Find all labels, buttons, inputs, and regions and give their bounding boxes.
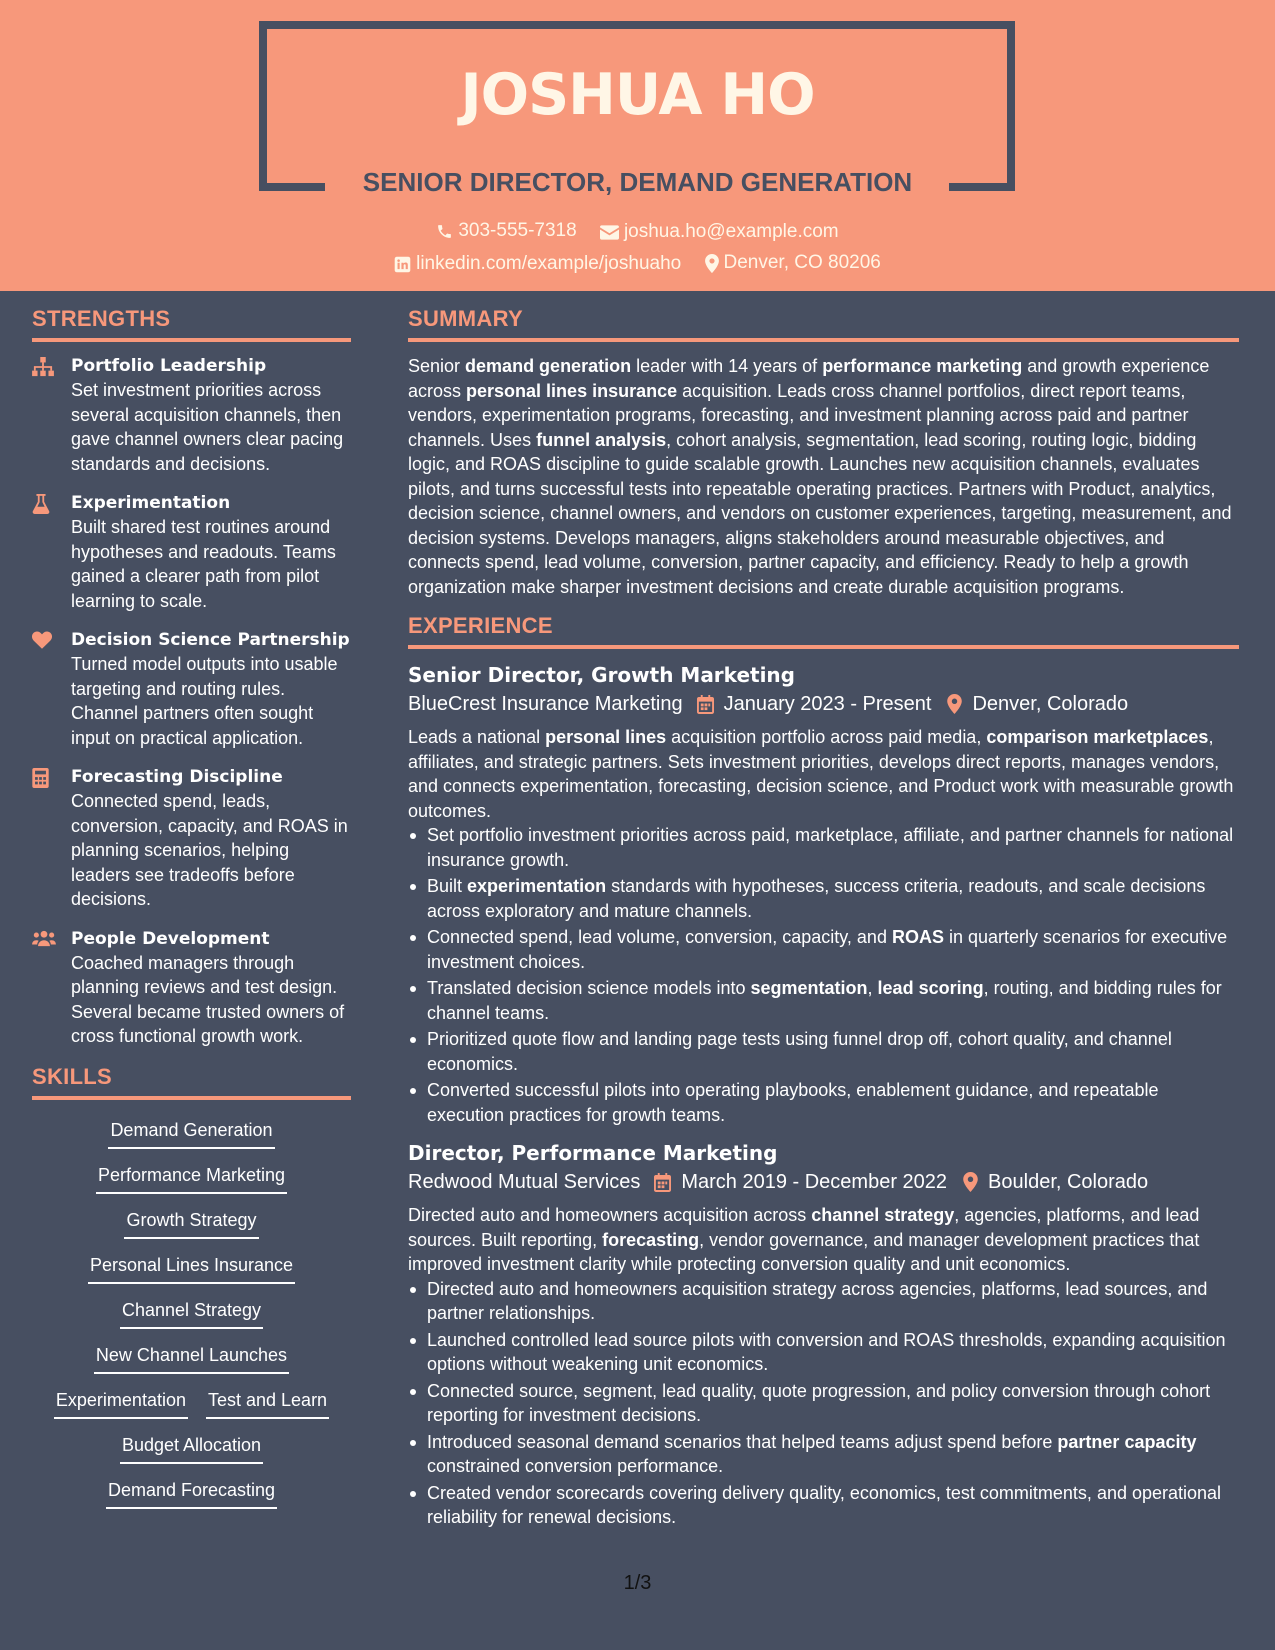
- email-text: joshua.ho@example.com: [623, 221, 839, 242]
- strength-description: Coached managers through planning reviews and test design. Several became trusted owners of cross functional growth work.: [71, 952, 345, 1046]
- bold-keyword: funnel analysis: [536, 429, 667, 450]
- bold-keyword: personal lines insurance: [466, 380, 678, 401]
- bold-keyword: experimentation: [467, 876, 607, 896]
- experience-list: [408, 661, 1239, 1530]
- job-bullet: Created vendor scorecards covering delivery quality, economics, test commitments, and operational reliability for renewal decisions.: [408, 1481, 1239, 1530]
- strength-title: Decision Science Partnership: [71, 630, 350, 650]
- contact-line-1: [0, 220, 1275, 246]
- phone-icon: [436, 223, 453, 240]
- frame-top-bar: [259, 21, 1015, 29]
- strength-description: Connected spend, leads, conversion, capacity, and ROAS in planning scenarios, helping leaders see tradeoffs before decisions.: [71, 791, 348, 909]
- skill-row: [32, 1298, 351, 1343]
- job-company: Redwood Mutual Services: [408, 1171, 641, 1193]
- page-number: 1/3: [623, 1572, 652, 1594]
- phone-text: 303-555-7318: [458, 220, 577, 241]
- summary-heading: SUMMARY: [408, 306, 1239, 342]
- map-pin-icon: [705, 254, 719, 273]
- strength-item: [32, 765, 351, 912]
- experience-heading: EXPERIENCE: [408, 613, 1239, 649]
- left-column: [32, 306, 351, 1523]
- skill-tag: Channel Strategy: [120, 1298, 263, 1329]
- skill-tag: Performance Marketing: [96, 1163, 287, 1194]
- strength-body: [71, 927, 351, 1049]
- job-bullet: Converted successful pilots into operating playbooks, enablement guidance, and repeatable execution practices for growth teams.: [408, 1078, 1239, 1127]
- strength-item: [32, 628, 351, 750]
- flask-icon: [32, 491, 71, 613]
- linkedin-text: linkedin.com/example/joshuaho: [416, 253, 682, 274]
- skill-row: [32, 1253, 351, 1298]
- location-text: Denver, CO 80206: [723, 252, 881, 273]
- envelope-icon: [600, 225, 619, 240]
- strength-title: Forecasting Discipline: [71, 767, 283, 787]
- job-dates: January 2023 - Present: [723, 693, 932, 715]
- skill-row: [32, 1118, 351, 1163]
- skill-row: [32, 1343, 351, 1388]
- skill-tag: Test and Learn: [206, 1388, 329, 1419]
- job-meta: [408, 1167, 1239, 1197]
- skill-tag: Personal Lines Insurance: [88, 1253, 295, 1284]
- header: [0, 0, 1275, 291]
- linkedin-contact[interactable]: [394, 253, 681, 275]
- linkedin-icon: [394, 256, 411, 273]
- strength-body: [71, 628, 351, 750]
- skill-row: [32, 1208, 351, 1253]
- map-pin-icon: [947, 694, 962, 714]
- calendar-icon: [654, 1173, 671, 1192]
- job-title: Senior Director, Growth Marketing: [408, 663, 795, 687]
- job-description: Directed auto and homeowners acquisition across channel strategy, agencies, platforms, and lead sources. Built reporting, forecasting, vendor governance, and manager development practices that improved investment clarity while protecting conversion quality and unit economics.: [408, 1205, 1200, 1274]
- job-bullet: Connected source, segment, lead quality, quote progression, and policy conversion through cohort reporting for investment decisions.: [408, 1379, 1239, 1428]
- skill-row: [32, 1433, 351, 1478]
- bold-keyword: lead scoring: [877, 978, 984, 998]
- users-icon: [32, 927, 71, 1049]
- skills-list: [32, 1112, 351, 1523]
- job-bullet: Connected spend, lead volume, conversion, capacity, and ROAS in quarterly scenarios for executive investment choices.: [408, 925, 1239, 974]
- job-company: BlueCrest Insurance Marketing: [408, 693, 683, 715]
- strength-description: Turned model outputs into usable targeting and routing rules. Channel partners often sought input on practical application.: [71, 654, 338, 748]
- job-dates: March 2019 - December 2022: [681, 1171, 948, 1193]
- right-column: [408, 306, 1239, 1542]
- skill-row: [32, 1478, 351, 1523]
- skills-heading: SKILLS: [32, 1064, 351, 1100]
- job-bullet: Set portfolio investment priorities across paid, marketplace, affiliate, and partner channels for national insurance growth.: [408, 823, 1239, 872]
- contact-line-2: [0, 252, 1275, 279]
- job-bullet: Introduced seasonal demand scenarios that helped teams adjust spend before partner capacity constrained conversion performance.: [408, 1430, 1239, 1479]
- job-bullets: [408, 823, 1239, 1127]
- strength-title: Portfolio Leadership: [71, 356, 267, 376]
- bold-keyword: segmentation: [750, 978, 868, 998]
- job-bullet: Directed auto and homeowners acquisition strategy across agencies, platforms, lead sources, and partner relationships.: [408, 1277, 1239, 1326]
- strength-body: [71, 765, 351, 912]
- job-bullet: Translated decision science models into segmentation, lead scoring, routing, and bidding rules for channel teams.: [408, 976, 1239, 1025]
- phone-contact[interactable]: [436, 220, 576, 242]
- calculator-icon: [32, 765, 71, 912]
- job-bullet: Built experimentation standards with hypotheses, success criteria, readouts, and scale decisions across exploratory and mature channels.: [408, 874, 1239, 923]
- strength-item: [32, 491, 351, 613]
- candidate-title: SENIOR DIRECTOR, DEMAND GENERATION: [362, 167, 913, 197]
- heart-icon: [32, 628, 71, 750]
- strength-body: [71, 491, 351, 613]
- job-location: Denver, Colorado: [972, 693, 1129, 715]
- job-entry: [408, 661, 1239, 1127]
- bold-keyword: forecasting: [602, 1229, 700, 1250]
- skill-tag: New Channel Launches: [94, 1343, 289, 1374]
- calendar-icon: [697, 695, 714, 714]
- skill-tag: Growth Strategy: [124, 1208, 258, 1239]
- location-contact: [705, 252, 881, 274]
- strength-body: [71, 354, 351, 476]
- strength-item: [32, 927, 351, 1049]
- strengths-list: [32, 354, 351, 1049]
- job-meta: [408, 689, 1239, 719]
- strength-description: Set investment priorities across several acquisition channels, then gave channel owners clear pacing standards and decisions.: [71, 380, 344, 474]
- skill-row: [32, 1388, 351, 1433]
- bold-keyword: comparison marketplaces: [986, 727, 1209, 747]
- email-contact[interactable]: [600, 221, 839, 243]
- job-title: Director, Performance Marketing: [408, 1141, 778, 1165]
- bold-keyword: ROAS: [891, 927, 944, 947]
- strength-title: Experimentation: [71, 493, 231, 513]
- bold-keyword: demand generation: [465, 356, 632, 376]
- job-description: Leads a national personal lines acquisition portfolio across paid media, comparison marketplaces, affiliates, and strategic partners. Sets investment priorities, develops direct reports, manages vendors, and connects experimentation, forecasting, decision science, and Product work with measurable growth outcomes.: [408, 727, 1234, 821]
- sitemap-icon: [32, 354, 71, 476]
- candidate-name: JOSHUA HO: [460, 62, 815, 128]
- summary-text: Senior demand generation leader with 14 years of performance marketing and growth experience across personal lines insurance acquisition. Leads cross channel portfolios, direct report teams, vendors, experimentation programs, forecasting, and investment planning across paid and partner channels. Uses funnel analysis, cohort analysis, segmentation, lead scoring, routing logic, bidding logic, and ROAS discipline to guide scalable growth. Launches new acquisition channels, evaluates pilots, and turns successful tests into repeatable operating practices. Partners with Product, analytics, decision science, channel owners, and vendors on customer experiences, targeting, measurement, and decision systems. Develops managers, aligns stakeholders around measurable objectives, and connects spend, lead volume, conversion, partner capacity, and efficiency. Ready to help a growth organization make sharper investment decisions and create durable acquisition programs.: [408, 356, 1232, 597]
- strength-item: [32, 354, 351, 476]
- map-pin-icon: [963, 1172, 978, 1192]
- strength-title: People Development: [71, 928, 270, 949]
- skill-tag: Demand Forecasting: [106, 1478, 277, 1509]
- skills-section: [32, 1064, 351, 1523]
- skill-tag: Experimentation: [54, 1388, 188, 1419]
- strength-description: Built shared test routines around hypotheses and readouts. Teams gained a clearer path from pilot learning to scale.: [71, 517, 336, 611]
- strengths-heading: STRENGTHS: [32, 306, 351, 342]
- job-bullet: Launched controlled lead source pilots with conversion and ROAS thresholds, expanding acquisition options without weakening unit economics.: [408, 1328, 1239, 1377]
- skill-tag: Demand Generation: [108, 1118, 274, 1149]
- bold-keyword: channel strategy: [811, 1205, 955, 1225]
- bold-keyword: personal lines: [545, 727, 667, 747]
- job-location: Boulder, Colorado: [988, 1171, 1149, 1193]
- skill-row: [32, 1163, 351, 1208]
- bold-keyword: performance marketing: [822, 356, 1023, 376]
- bold-keyword: partner capacity: [1057, 1431, 1197, 1452]
- job-bullets: [408, 1277, 1239, 1530]
- skill-tag: Budget Allocation: [120, 1433, 263, 1464]
- job-bullet: Prioritized quote flow and landing page tests using funnel drop off, cohort quality, and channel economics.: [408, 1027, 1239, 1076]
- job-entry: [408, 1139, 1239, 1530]
